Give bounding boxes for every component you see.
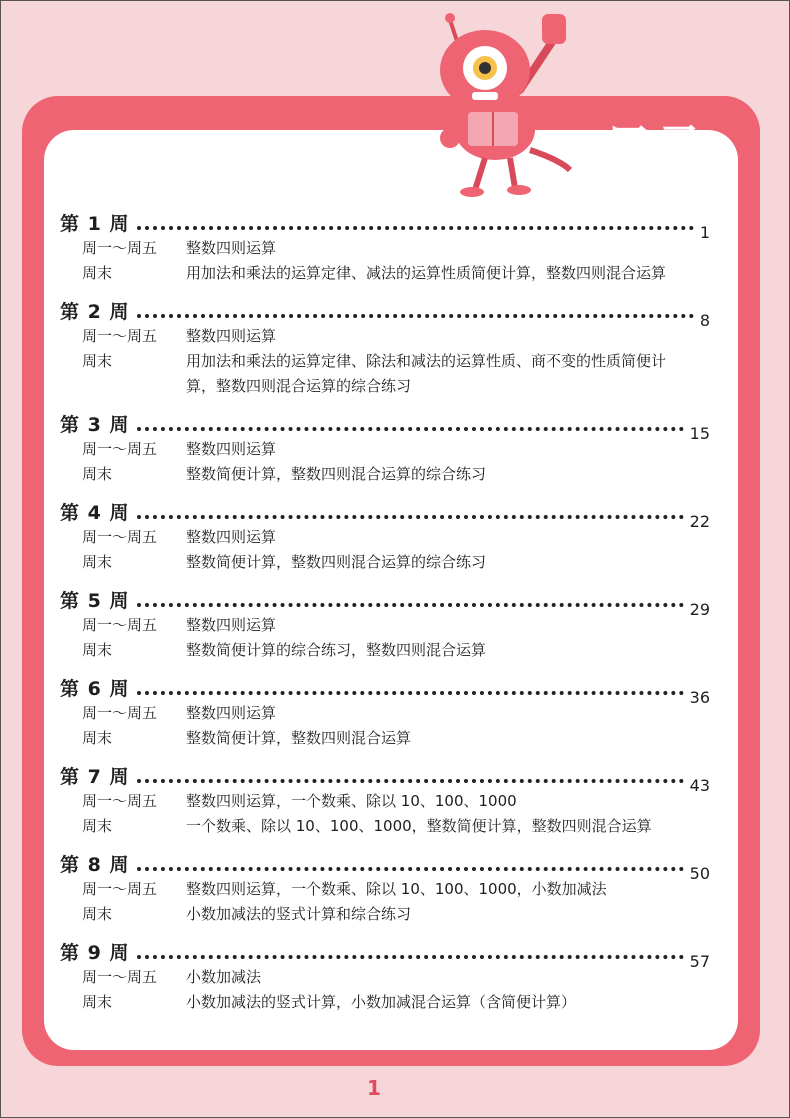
entry-period: 周末 (82, 465, 113, 483)
toc-week[interactable] (60, 761, 710, 839)
week-page-number: 8 (699, 311, 710, 330)
toc-entry (82, 902, 710, 927)
dot-leader (137, 779, 683, 783)
week-label: 第 2 周 (60, 301, 130, 323)
page-number: 1 (367, 1076, 381, 1100)
entry-topic: 整数四则运算 (186, 440, 277, 458)
entry-topic: 整数简便计算的综合练习，整数四则混合运算 (186, 641, 487, 659)
week-page-number: 1 (699, 223, 710, 242)
toc-entry (82, 437, 710, 462)
week-page-number: 29 (689, 600, 710, 619)
dot-leader (137, 867, 683, 871)
toc-week[interactable] (60, 208, 710, 286)
toc-entry (82, 236, 710, 261)
dot-leader (137, 226, 693, 230)
toc-week-heading[interactable] (60, 761, 710, 795)
toc-entry (82, 990, 710, 1015)
toc-entry (82, 462, 710, 487)
entry-topic: 整数四则运算 (186, 327, 277, 345)
entry-period: 周末 (82, 905, 113, 923)
entry-period: 周一～周五 (82, 880, 158, 898)
page-title: 目录 (604, 121, 709, 177)
dot-leader (137, 427, 683, 431)
toc-entry (82, 261, 710, 286)
toc-week-heading[interactable] (60, 585, 710, 619)
toc-week[interactable] (60, 409, 710, 487)
entry-topic: 整数四则运算 (186, 528, 277, 546)
toc-week[interactable] (60, 497, 710, 575)
toc-entry (82, 613, 710, 638)
entry-period: 周末 (82, 264, 113, 282)
toc-entry (82, 789, 710, 814)
entry-topic: 整数简便计算，整数四则混合运算的综合练习 (186, 465, 487, 483)
entry-period: 周一～周五 (82, 704, 158, 722)
toc-entry (82, 525, 710, 550)
dot-leader (137, 515, 683, 519)
entry-period: 周末 (82, 729, 113, 747)
toc-week[interactable] (60, 296, 710, 399)
week-page-number: 36 (689, 688, 710, 707)
entry-period: 周末 (82, 553, 113, 571)
toc-week-heading[interactable] (60, 296, 710, 330)
entry-period: 周末 (82, 993, 113, 1011)
entry-topic: 整数简便计算，整数四则混合运算的综合练习 (186, 553, 487, 571)
week-label: 第 8 周 (60, 854, 130, 876)
toc-entry (82, 726, 710, 751)
week-label: 第 5 周 (60, 590, 130, 612)
entry-topic: 一个数乘、除以 10、100、1000，整数简便计算，整数四则混合运算 (186, 817, 652, 835)
entry-topic: 整数四则运算 (186, 704, 277, 722)
toc-week-heading[interactable] (60, 497, 710, 531)
toc-entry (82, 638, 710, 663)
week-page-number: 15 (689, 424, 710, 443)
entry-period: 周一～周五 (82, 440, 158, 458)
week-label: 第 3 周 (60, 414, 130, 436)
toc-entry (82, 877, 710, 902)
entry-topic: 小数加减法的竖式计算和综合练习 (186, 905, 412, 923)
dot-leader (137, 603, 683, 607)
week-label: 第 6 周 (60, 678, 130, 700)
entry-period: 周一～周五 (82, 239, 158, 257)
toc-week-heading[interactable] (60, 673, 710, 707)
robot-mascot-icon (420, 0, 600, 200)
entry-period: 周一～周五 (82, 792, 158, 810)
entry-period: 周一～周五 (82, 968, 158, 986)
toc-entry (82, 550, 710, 575)
entry-period: 周末 (82, 817, 113, 835)
toc-entry (82, 701, 710, 726)
entry-topic: 用加法和乘法的运算定律、减法的运算性质简便计算，整数四则混合运算 (186, 264, 667, 282)
toc-entry (82, 965, 710, 990)
entry-period: 周一～周五 (82, 616, 158, 634)
toc-week[interactable] (60, 937, 710, 1015)
entry-topic: 用加法和乘法的运算定律、除法和减法的运算性质、商不变的性质简便计算，整数四则混合运算的综合练习 (186, 352, 667, 395)
toc-entry (82, 324, 710, 349)
toc-week[interactable] (60, 585, 710, 663)
dot-leader (137, 955, 683, 959)
toc-week-heading[interactable] (60, 937, 710, 971)
toc-entry (82, 349, 710, 399)
entry-topic: 小数加减法 (186, 968, 262, 986)
week-label: 第 9 周 (60, 942, 130, 964)
toc-week-heading[interactable] (60, 849, 710, 883)
week-page-number: 43 (689, 776, 710, 795)
week-label: 第 7 周 (60, 766, 130, 788)
week-page-number: 57 (689, 952, 710, 971)
dot-leader (137, 314, 693, 318)
week-label: 第 4 周 (60, 502, 130, 524)
entry-topic: 整数四则运算 (186, 616, 277, 634)
entry-period: 周末 (82, 352, 113, 370)
toc-week[interactable] (60, 673, 710, 751)
week-page-number: 50 (689, 864, 710, 883)
toc-week-heading[interactable] (60, 208, 710, 242)
week-page-number: 22 (689, 512, 710, 531)
entry-topic: 整数四则运算，一个数乘、除以 10、100、1000，小数加减法 (186, 880, 607, 898)
table-of-contents (60, 208, 710, 1025)
entry-period: 周一～周五 (82, 327, 158, 345)
entry-period: 周一～周五 (82, 528, 158, 546)
entry-topic: 整数简便计算，整数四则混合运算 (186, 729, 412, 747)
entry-period: 周末 (82, 641, 113, 659)
entry-topic: 整数四则运算，一个数乘、除以 10、100、1000 (186, 792, 517, 810)
dot-leader (137, 691, 683, 695)
toc-entry (82, 814, 710, 839)
toc-week-heading[interactable] (60, 409, 710, 443)
toc-week[interactable] (60, 849, 710, 927)
entry-topic: 小数加减法的竖式计算，小数加减混合运算（含简便计算） (186, 993, 577, 1011)
week-label: 第 1 周 (60, 213, 130, 235)
entry-topic: 整数四则运算 (186, 239, 277, 257)
